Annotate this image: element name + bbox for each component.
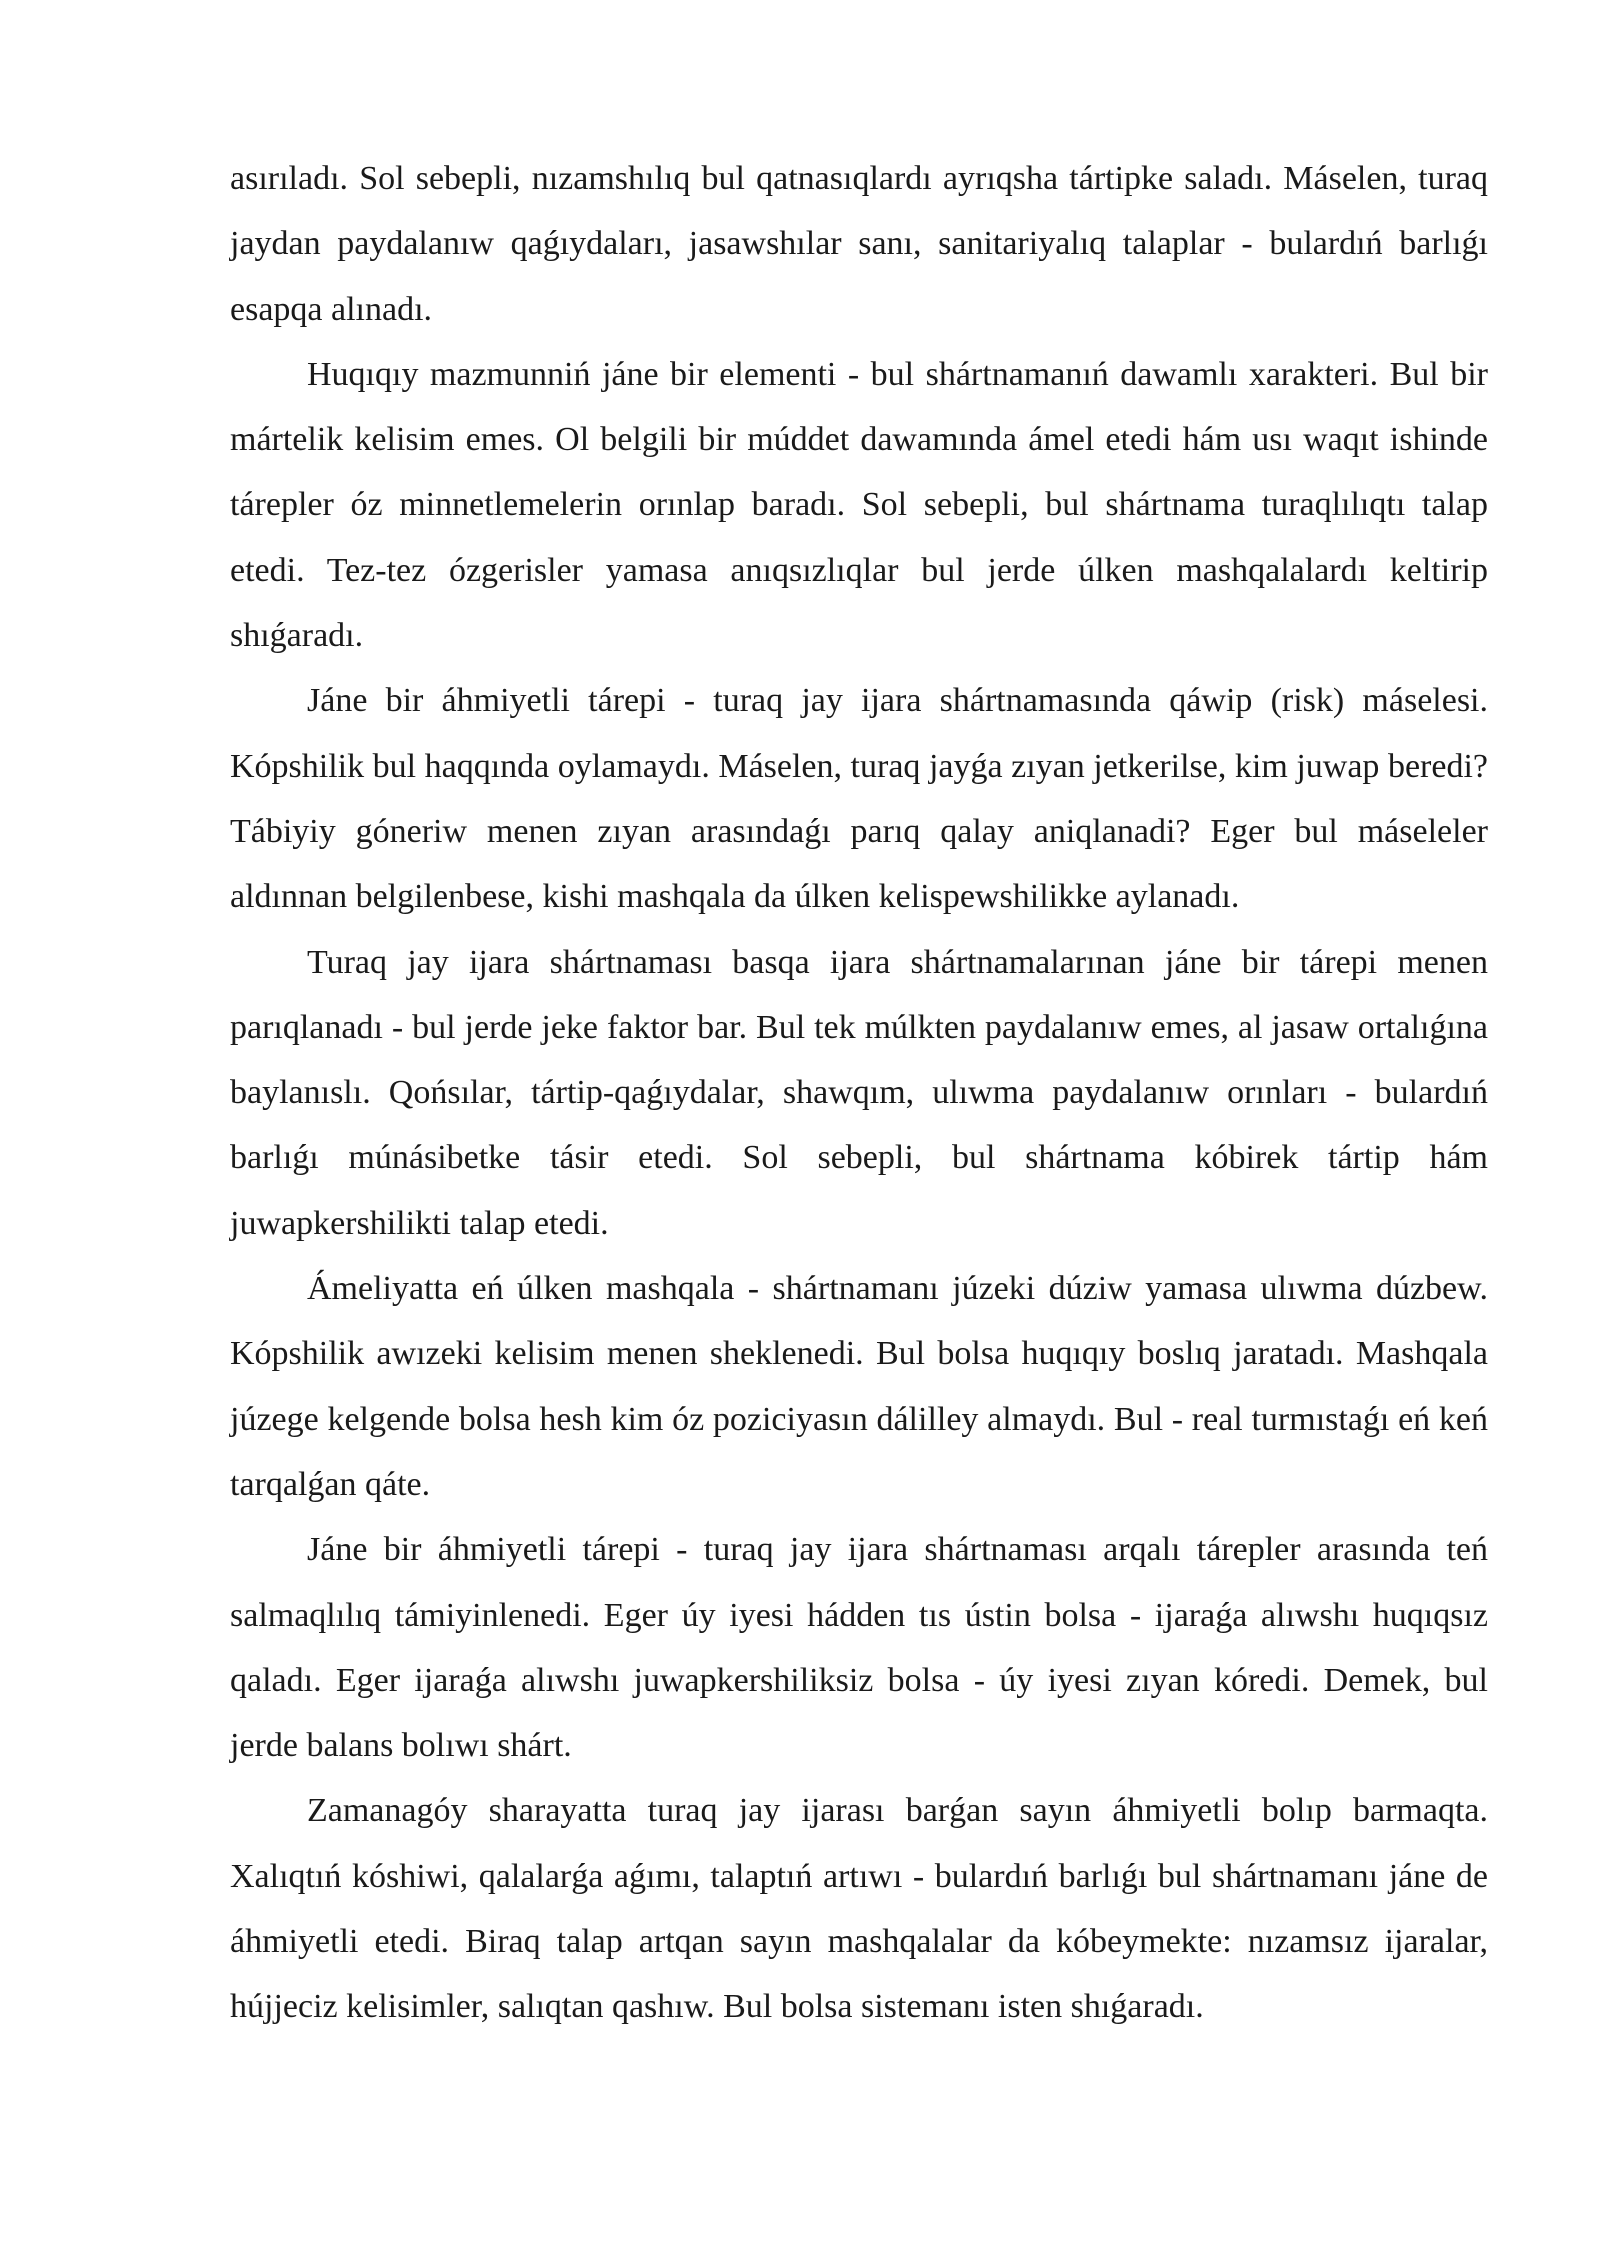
paragraph-3: Jáne bir áhmiyetli tárepi - turaq jay ijara shártnamasında qáwip (risk) máselesi. Kópshilik bul haqqında oylamaydı. Máselen, turaq jayǵa zıyan jetkerilse, kim juwap beredi? Tábiyiy góneriw menen zıyan arasındaǵı parıq qalay aniqlanadi? Eger bul máseleler aldınnan belgilenbese, kishi mashqala da úlken kelispewshilikke aylanadı. [230,682,1488,916]
document-body [230,146,1488,2040]
paragraph-1: asırıladı. Sol sebepli, nızamshılıq bul qatnasıqlardı ayrıqsha tártipke saladı. Máselen, turaq jaydan paydalanıw qaǵıydaları, jasawshılar sanı, sanitariyalıq talaplar - bulardıń barlıǵı esapqa alınadı. [230,160,1488,328]
paragraph-6: Jáne bir áhmiyetli tárepi - turaq jay ijara shártnaması arqalı tárepler arasında teń salmaqlılıq támiyinlenedi. Eger úy iyesi hádden tıs ústin bolsa - ijaraǵa alıwshı huqıqsız qaladı. Eger ijaraǵa alıwshı juwapkershiliksiz bolsa - úy iyesi zıyan kóredi. Demek, bul jerde balans bolıwı shárt. [230,1531,1488,1765]
paragraph-2: Huqıqıy mazmunniń jáne bir elementi - bul shártnamanıń dawamlı xarakteri. Bul bir mártelik kelisim emes. Ol belgili bir múddet dawamında ámel etedi hám usı waqıt ishinde tárepler óz minnetlemelerin orınlap baradı. Sol sebepli, bul shártnama turaqlılıqtı talap etedi. Tez-tez ózgerisler yamasa anıqsızlıqlar bul jerde úlken mashqalalardı keltirip shıǵaradı. [230,355,1488,655]
paragraph-5: Ámeliyatta eń úlken mashqala - shártnamanı júzeki dúziw yamasa ulıwma dúzbew. Kópshilik awızeki kelisim menen sheklenedi. Bul bolsa huqıqıy boslıq jaratadı. Mashqala júzege kelgende bolsa hesh kim óz poziciyasın dálilley almaydı. Bul - real turmıstaǵı eń keń tarqalǵan qáte. [230,1270,1488,1503]
paragraph-7: Zamanagóy sharayatta turaq jay ijarası barǵan sayın áhmiyetli bolıp barmaqta. Xalıqtıń kóshiwi, qalalarǵa aǵımı, talaptıń artıwı - bulardıń barlıǵı bul shártnamanı jáne de áhmiyetli etedi. Biraq talap artqan sayın mashqalalar da kóbeymekte: nızamsız ijaralar, hújjeciz kelisimler, salıqtan qashıw. Bul bolsa sistemanı isten shıǵaradı. [230,1792,1488,2026]
paragraph-4: Turaq jay ijara shártnaması basqa ijara shártnamalarınan jáne bir tárepi menen parıqlanadı - bul jerde jeke faktor bar. Bul tek múlkten paydalanıw emes, al jasaw ortalıǵına baylanıslı. Qońsılar, tártip-qaǵıydalar, shawqım, ulıwma paydalanıw orınları - bulardıń barlıǵı múnásibetke tásir etedi. Sol sebepli, bul shártnama kóbirek tártip hám juwapkershilikti talap etedi. [230,943,1488,1242]
